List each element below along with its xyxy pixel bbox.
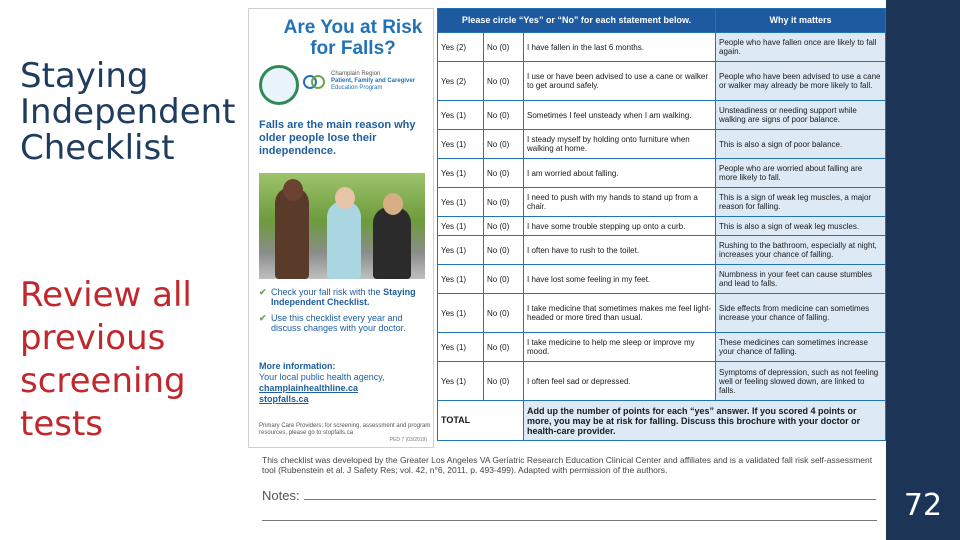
why-cell: This is a sign of weak leg muscles, a major reason for falling.: [716, 188, 886, 217]
total-text: Add up the number of points for each “yes” answer. If you scored 4 points or more, you may be at risk for falling. Discuss this brochure with your doctor or health-care provider.: [524, 401, 886, 441]
document-code: PED 7 (03/2019): [389, 437, 427, 443]
no-option[interactable]: No (0): [484, 236, 524, 265]
statement-cell: I have some trouble stepping up onto a curb.: [524, 217, 716, 236]
table-header-row: [438, 9, 886, 33]
statement-cell: I need to push with my hands to stand up from a chair.: [524, 188, 716, 217]
organization-logo-icon: [303, 73, 329, 91]
table-row: [438, 236, 886, 265]
yes-option[interactable]: Yes (1): [438, 265, 484, 294]
why-cell: People who have fallen once are likely to fall again.: [716, 33, 886, 62]
stopfalls-link[interactable]: stopfalls.ca: [259, 394, 309, 404]
brochure-title-line: for Falls?: [310, 38, 396, 59]
statement-cell: I often feel sad or depressed.: [524, 362, 716, 401]
checkmark-icon: ✔: [259, 313, 267, 323]
table-row: [438, 62, 886, 101]
table-row: [438, 265, 886, 294]
why-cell: Side effects from medicine can sometimes increase your chance of falling.: [716, 294, 886, 333]
no-option[interactable]: No (0): [484, 362, 524, 401]
table-row: [438, 33, 886, 62]
header-statement: Please circle “Yes” or “No” for each statement below.: [438, 9, 716, 33]
table-row: [438, 130, 886, 159]
statement-cell: I am worried about falling.: [524, 159, 716, 188]
why-cell: This is also a sign of weak leg muscles.: [716, 217, 886, 236]
no-option[interactable]: No (0): [484, 130, 524, 159]
brochure-title: [273, 17, 433, 59]
yes-option[interactable]: Yes (1): [438, 217, 484, 236]
seniors-walking-photo: [259, 173, 425, 279]
check-item: ✔ Use this checklist every year and discuss changes with your doctor.: [259, 313, 406, 333]
more-information: [259, 361, 431, 405]
table-row: [438, 333, 886, 362]
org-line: Education Program: [331, 85, 383, 91]
yes-option[interactable]: Yes (1): [438, 130, 484, 159]
notes-line: [304, 499, 876, 500]
slide-subtitle-line: screening: [20, 361, 186, 401]
slide-title-line: Independent: [20, 92, 236, 132]
yes-option[interactable]: Yes (1): [438, 333, 484, 362]
table-row: [438, 188, 886, 217]
table-row: [438, 217, 886, 236]
why-cell: This is also a sign of poor balance.: [716, 130, 886, 159]
slide-subtitle-line: Review all: [20, 275, 192, 315]
slide-title-line: Staying: [20, 56, 149, 96]
yes-option[interactable]: Yes (1): [438, 101, 484, 130]
no-option[interactable]: No (0): [484, 159, 524, 188]
champlainhealthline-link[interactable]: champlainhealthline.ca: [259, 383, 359, 393]
yes-option[interactable]: Yes (1): [438, 236, 484, 265]
more-information-text: Your local public health agency,: [259, 372, 385, 382]
notes-label: Notes:: [262, 488, 300, 503]
slide-title-line: Checklist: [20, 128, 175, 168]
checklist-table: [437, 8, 886, 441]
statement-cell: I use or have been advised to use a cane or walker to get around safely.: [524, 62, 716, 101]
statement-cell: I steady myself by holding onto furniture when walking at home.: [524, 130, 716, 159]
right-accent-bar: [886, 0, 960, 540]
slide-subtitle-line: tests: [20, 404, 104, 444]
why-cell: People who are worried about falling are more likely to fall.: [716, 159, 886, 188]
yes-option[interactable]: Yes (1): [438, 159, 484, 188]
no-option[interactable]: No (0): [484, 265, 524, 294]
no-option[interactable]: No (0): [484, 333, 524, 362]
brochure-checklist: [259, 287, 431, 339]
yes-option[interactable]: Yes (1): [438, 294, 484, 333]
more-information-heading: More information:: [259, 361, 336, 371]
yes-option[interactable]: Yes (2): [438, 62, 484, 101]
statement-cell: I take medicine to help me sleep or improve my mood.: [524, 333, 716, 362]
header-why: Why it matters: [716, 9, 886, 33]
brochure-lead-text: Falls are the main reason why older people lose their independence.: [259, 119, 416, 157]
no-option[interactable]: No (0): [484, 217, 524, 236]
total-label: TOTAL: [438, 401, 524, 441]
yes-option[interactable]: Yes (1): [438, 362, 484, 401]
brochure-panel: [248, 8, 434, 448]
table-row: [438, 294, 886, 333]
yes-option[interactable]: Yes (1): [438, 188, 484, 217]
checkmark-icon: ✔: [259, 287, 267, 297]
organization-name: [331, 71, 431, 92]
no-option[interactable]: No (0): [484, 62, 524, 101]
table-row: [438, 159, 886, 188]
notes-field[interactable]: [262, 488, 877, 503]
why-cell: Symptoms of depression, such as not feeling well or feeling slowed down, are linked to falls.: [716, 362, 886, 401]
no-option[interactable]: No (0): [484, 33, 524, 62]
total-row: [438, 401, 886, 441]
table-row: [438, 362, 886, 401]
statement-cell: Sometimes I feel unsteady when I am walking.: [524, 101, 716, 130]
statement-cell: I have lost some feeling in my feet.: [524, 265, 716, 294]
brochure-title-line: Are You at Risk: [283, 17, 423, 38]
org-line: Champlain Region: [331, 71, 381, 77]
footnote: This checklist was developed by the Greater Los Angeles VA Geriatric Research Education Clinical Center and affiliates and is a validated fall risk self-assessment tool (Rubenstein et al. J Safety Res; vol. 42, n°6, 2011, p. 493-499). Adapted with permission of the authors.: [262, 455, 873, 475]
slide-title: [20, 58, 245, 166]
statement-cell: I often have to rush to the toilet.: [524, 236, 716, 265]
no-option[interactable]: No (0): [484, 294, 524, 333]
care-providers-note: Primary Care Providers: for screening, assessment and program resources, please go to stopfalls.ca: [259, 423, 431, 436]
why-cell: Rushing to the bathroom, especially at night, increases your chance of falling.: [716, 236, 886, 265]
slide-subtitle-line: previous: [20, 318, 166, 358]
statement-cell: I take medicine that sometimes makes me feel light-headed or more tired than usual.: [524, 294, 716, 333]
why-cell: Unsteadiness or needing support while walking are signs of poor balance.: [716, 101, 886, 130]
no-option[interactable]: No (0): [484, 188, 524, 217]
stop-falls-logo-icon: [259, 65, 299, 105]
no-option[interactable]: No (0): [484, 101, 524, 130]
org-line: Patient, Family and Caregiver: [331, 78, 416, 84]
page-number: 72: [903, 488, 943, 523]
why-cell: These medicines can sometimes increase your chance of falling.: [716, 333, 886, 362]
notes-line: [262, 520, 877, 521]
slide-subtitle: [20, 274, 245, 446]
check-item: ✔ Check your fall risk with the Staying Independent Checklist.: [259, 287, 416, 307]
table-row: [438, 101, 886, 130]
why-cell: People who have been advised to use a cane or walker may already be more likely to fall.: [716, 62, 886, 101]
why-cell: Numbness in your feet can cause stumbles and lead to falls.: [716, 265, 886, 294]
statement-cell: I have fallen in the last 6 months.: [524, 33, 716, 62]
yes-option[interactable]: Yes (2): [438, 33, 484, 62]
